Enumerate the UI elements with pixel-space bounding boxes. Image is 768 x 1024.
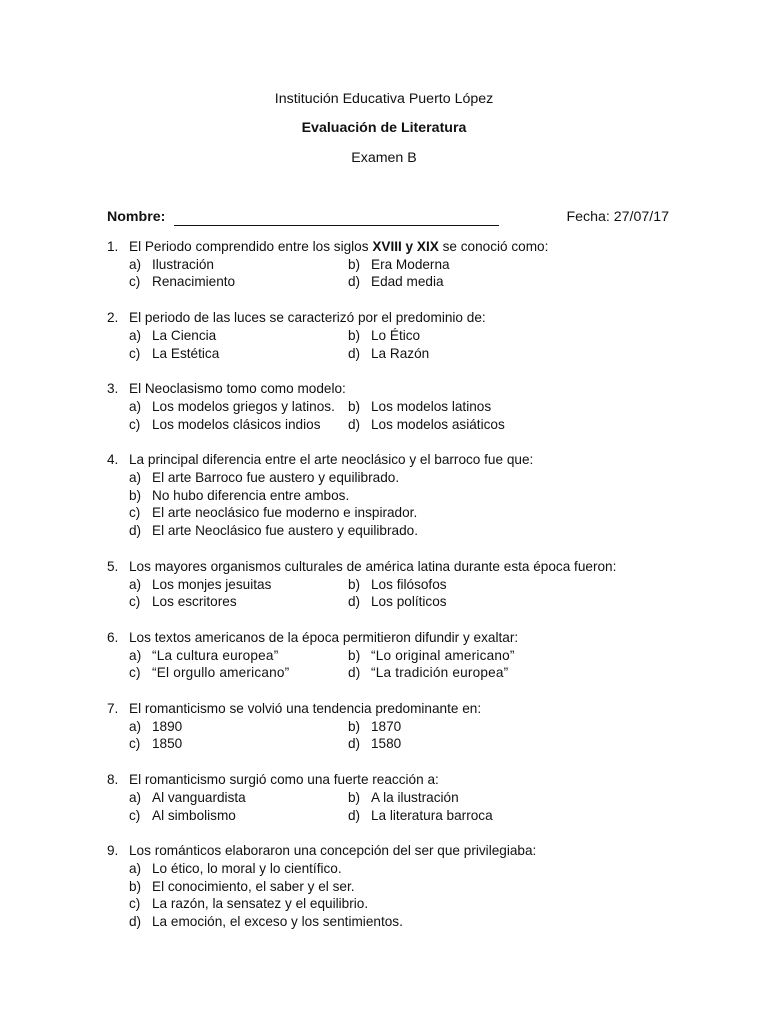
question-number: 7. [107, 701, 119, 717]
question-8 [107, 771, 707, 824]
option-d: d) Los modelos asiáticos [348, 416, 505, 432]
option-b: b) Los modelos latinos [348, 398, 492, 414]
option-a: a) Los monjes jesuitas [129, 576, 272, 592]
option-b: b) “Lo original americano” [348, 647, 515, 663]
option-c: c) 1850 [129, 736, 183, 752]
question-text: La principal diferencia entre el arte neoclásico y el barroco fue que: [129, 452, 534, 468]
question-7 [107, 700, 707, 753]
option-b: b) No hubo diferencia entre ambos. [129, 487, 350, 503]
question-5 [107, 558, 707, 611]
option-d: d) La emoción, el exceso y los sentimientos. [129, 914, 403, 930]
question-9 [107, 842, 707, 931]
option-b: b) El conocimiento, el saber y el ser. [129, 878, 355, 894]
option-a: a) “La cultura europea” [129, 647, 279, 663]
option-a: a) Los modelos griegos y latinos. [129, 398, 335, 414]
option-a: a) La Ciencia [129, 327, 217, 343]
exam-title: Evaluación de Literatura [301, 120, 467, 136]
option-d: d) “La tradición europea” [348, 665, 509, 681]
question-text: El periodo de las luces se caracterizó por el predominio de: [129, 310, 486, 326]
question-number: 2. [107, 310, 119, 326]
option-b: b) Lo Ético [348, 327, 421, 343]
option-c: c) Renacimiento [129, 274, 236, 290]
question-number: 4. [107, 452, 119, 468]
question-text-bold: XVIII y XIX [372, 239, 439, 254]
question-number: 9. [107, 843, 119, 859]
question-number: 6. [107, 629, 119, 645]
option-b: b) Los filósofos [348, 576, 447, 592]
question-number: 8. [107, 772, 119, 788]
option-a: a) Lo ético, lo moral y lo científico. [129, 860, 342, 876]
institution-name: Institución Educativa Puerto López [274, 91, 494, 107]
fecha-text: Fecha: 27/07/17 [566, 209, 669, 225]
question-text-end: se conoció como: [438, 239, 549, 254]
option-a: a) 1890 [129, 718, 183, 734]
option-b: b) A la ilustración [348, 789, 459, 805]
question-text: El Periodo comprendido entre los siglos [129, 239, 373, 254]
nombre-blank-line [174, 225, 499, 226]
option-c: c) Al simbolismo [129, 807, 236, 823]
option-c: c) La razón, la sensatez y el equilibrio. [129, 896, 369, 912]
question-number: 1. [107, 239, 119, 254]
question-text: El romanticismo surgió como una fuerte reacción a: [129, 772, 439, 788]
question-6 [107, 629, 707, 682]
nombre-label: Nombre: [107, 209, 166, 225]
option-a: a) Ilustración [129, 256, 214, 272]
question-text: Los mayores organismos culturales de américa latina durante esta época fueron: [129, 558, 617, 574]
question-3 [107, 380, 707, 433]
question-number: 5. [107, 558, 119, 574]
option-a: a) El arte Barroco fue austero y equilibrado. [129, 470, 400, 486]
option-d: d) El arte Neoclásico fue austero y equilibrado. [129, 523, 418, 539]
option-a: a) Al vanguardista [129, 789, 246, 805]
option-c: c) El arte neoclásico fue moderno e inspirador. [129, 505, 418, 521]
option-b: b) 1870 [348, 718, 402, 734]
option-d: d) Los políticos [348, 594, 447, 610]
question-1 [107, 238, 707, 291]
question-text: El romanticismo se volvió una tendencia predominante en: [129, 701, 482, 717]
student-info [107, 209, 669, 229]
option-d: d) Edad media [348, 274, 444, 290]
question-text: El Neoclasismo tomo como modelo: [129, 381, 346, 397]
question-4 [107, 451, 707, 540]
option-c: c) La Estética [129, 345, 220, 361]
option-d: d) La literatura barroca [348, 807, 493, 823]
exam-version: Examen B [351, 150, 417, 166]
question-2 [107, 309, 707, 362]
option-d: d) La Razón [348, 345, 430, 361]
option-b: b) Era Moderna [348, 256, 450, 272]
question-text: Los románticos elaboraron una concepción del ser que privilegiaba: [129, 843, 537, 859]
question-list [107, 238, 707, 949]
option-c: c) Los modelos clásicos indios [129, 416, 321, 432]
option-c: c) Los escritores [129, 594, 237, 610]
question-text: Los textos americanos de la época permitieron difundir y exaltar: [129, 629, 519, 645]
option-c: c) “El orgullo americano” [129, 665, 290, 681]
question-number: 3. [107, 381, 119, 397]
option-d: d) 1580 [348, 736, 402, 752]
